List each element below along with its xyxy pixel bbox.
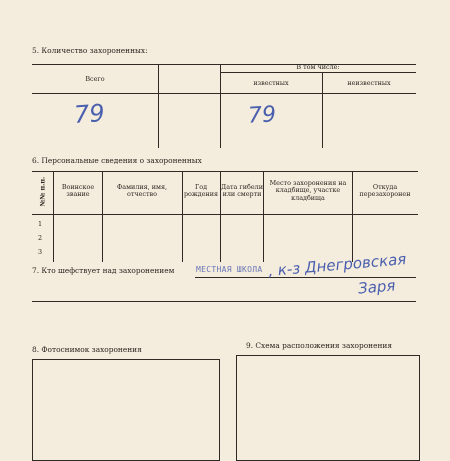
section5-total-value: 79	[73, 98, 106, 130]
section8-title: 8. Фотоснимок захоронения	[32, 345, 142, 354]
section6-col-origin-header: Откуда перезахоронен	[359, 183, 411, 199]
section5-subheader-line	[220, 72, 416, 73]
section5-col-unknown-header: неизвестных	[347, 79, 391, 87]
section6-row-number-2: 2	[38, 234, 43, 242]
section9-title: 9. Схема расположения захоронения	[246, 341, 392, 350]
section5-divider-2	[220, 64, 221, 148]
section6-col-rank-header: Воинское звание	[61, 183, 95, 199]
section7-handwritten-zarya: Заря	[357, 276, 397, 298]
section5-known-value: 79	[247, 102, 277, 129]
section9-scheme-box	[236, 355, 420, 461]
section6-title: 6. Персональные сведения о захороненных	[32, 156, 202, 165]
section5-title: 5. Количество захороненных:	[32, 46, 148, 55]
section6-header-bottom-line	[32, 214, 418, 215]
section8-photo-box	[32, 359, 220, 461]
section6-col-death-header: Дата гибели или смерти	[221, 183, 263, 199]
section7-stamp-school: МЕСТНАЯ ШКОЛА	[196, 265, 263, 274]
section5-header-bottom-line	[32, 93, 416, 94]
section6-col-number-header: №№ п.п.	[38, 176, 47, 207]
section5-col-known-header: известных	[253, 79, 289, 87]
section6-row-number-3: 3	[38, 248, 43, 256]
section5-col-total-header: Всего	[85, 75, 105, 83]
section5-col-including-header: В том числе:	[296, 63, 340, 71]
section6-col-place-header: Место захоронения на кладбище, участке кладбища	[269, 179, 347, 202]
section5-divider-1	[158, 64, 159, 148]
section7-handwritten-kolkhoz: , к-з Днегровская	[267, 250, 407, 280]
section6-col-name-header: Фамилия, имя, отчество	[116, 183, 168, 199]
section6-row-number-1: 1	[38, 220, 43, 228]
section6-col-divider-1	[53, 171, 54, 262]
section6-col-birth-header: Год рождения	[183, 183, 219, 199]
section7-label: 7. Кто шефствует над захоронением	[32, 266, 175, 275]
section7-answer-line-2	[32, 301, 416, 302]
section6-table-top-border	[32, 171, 418, 172]
